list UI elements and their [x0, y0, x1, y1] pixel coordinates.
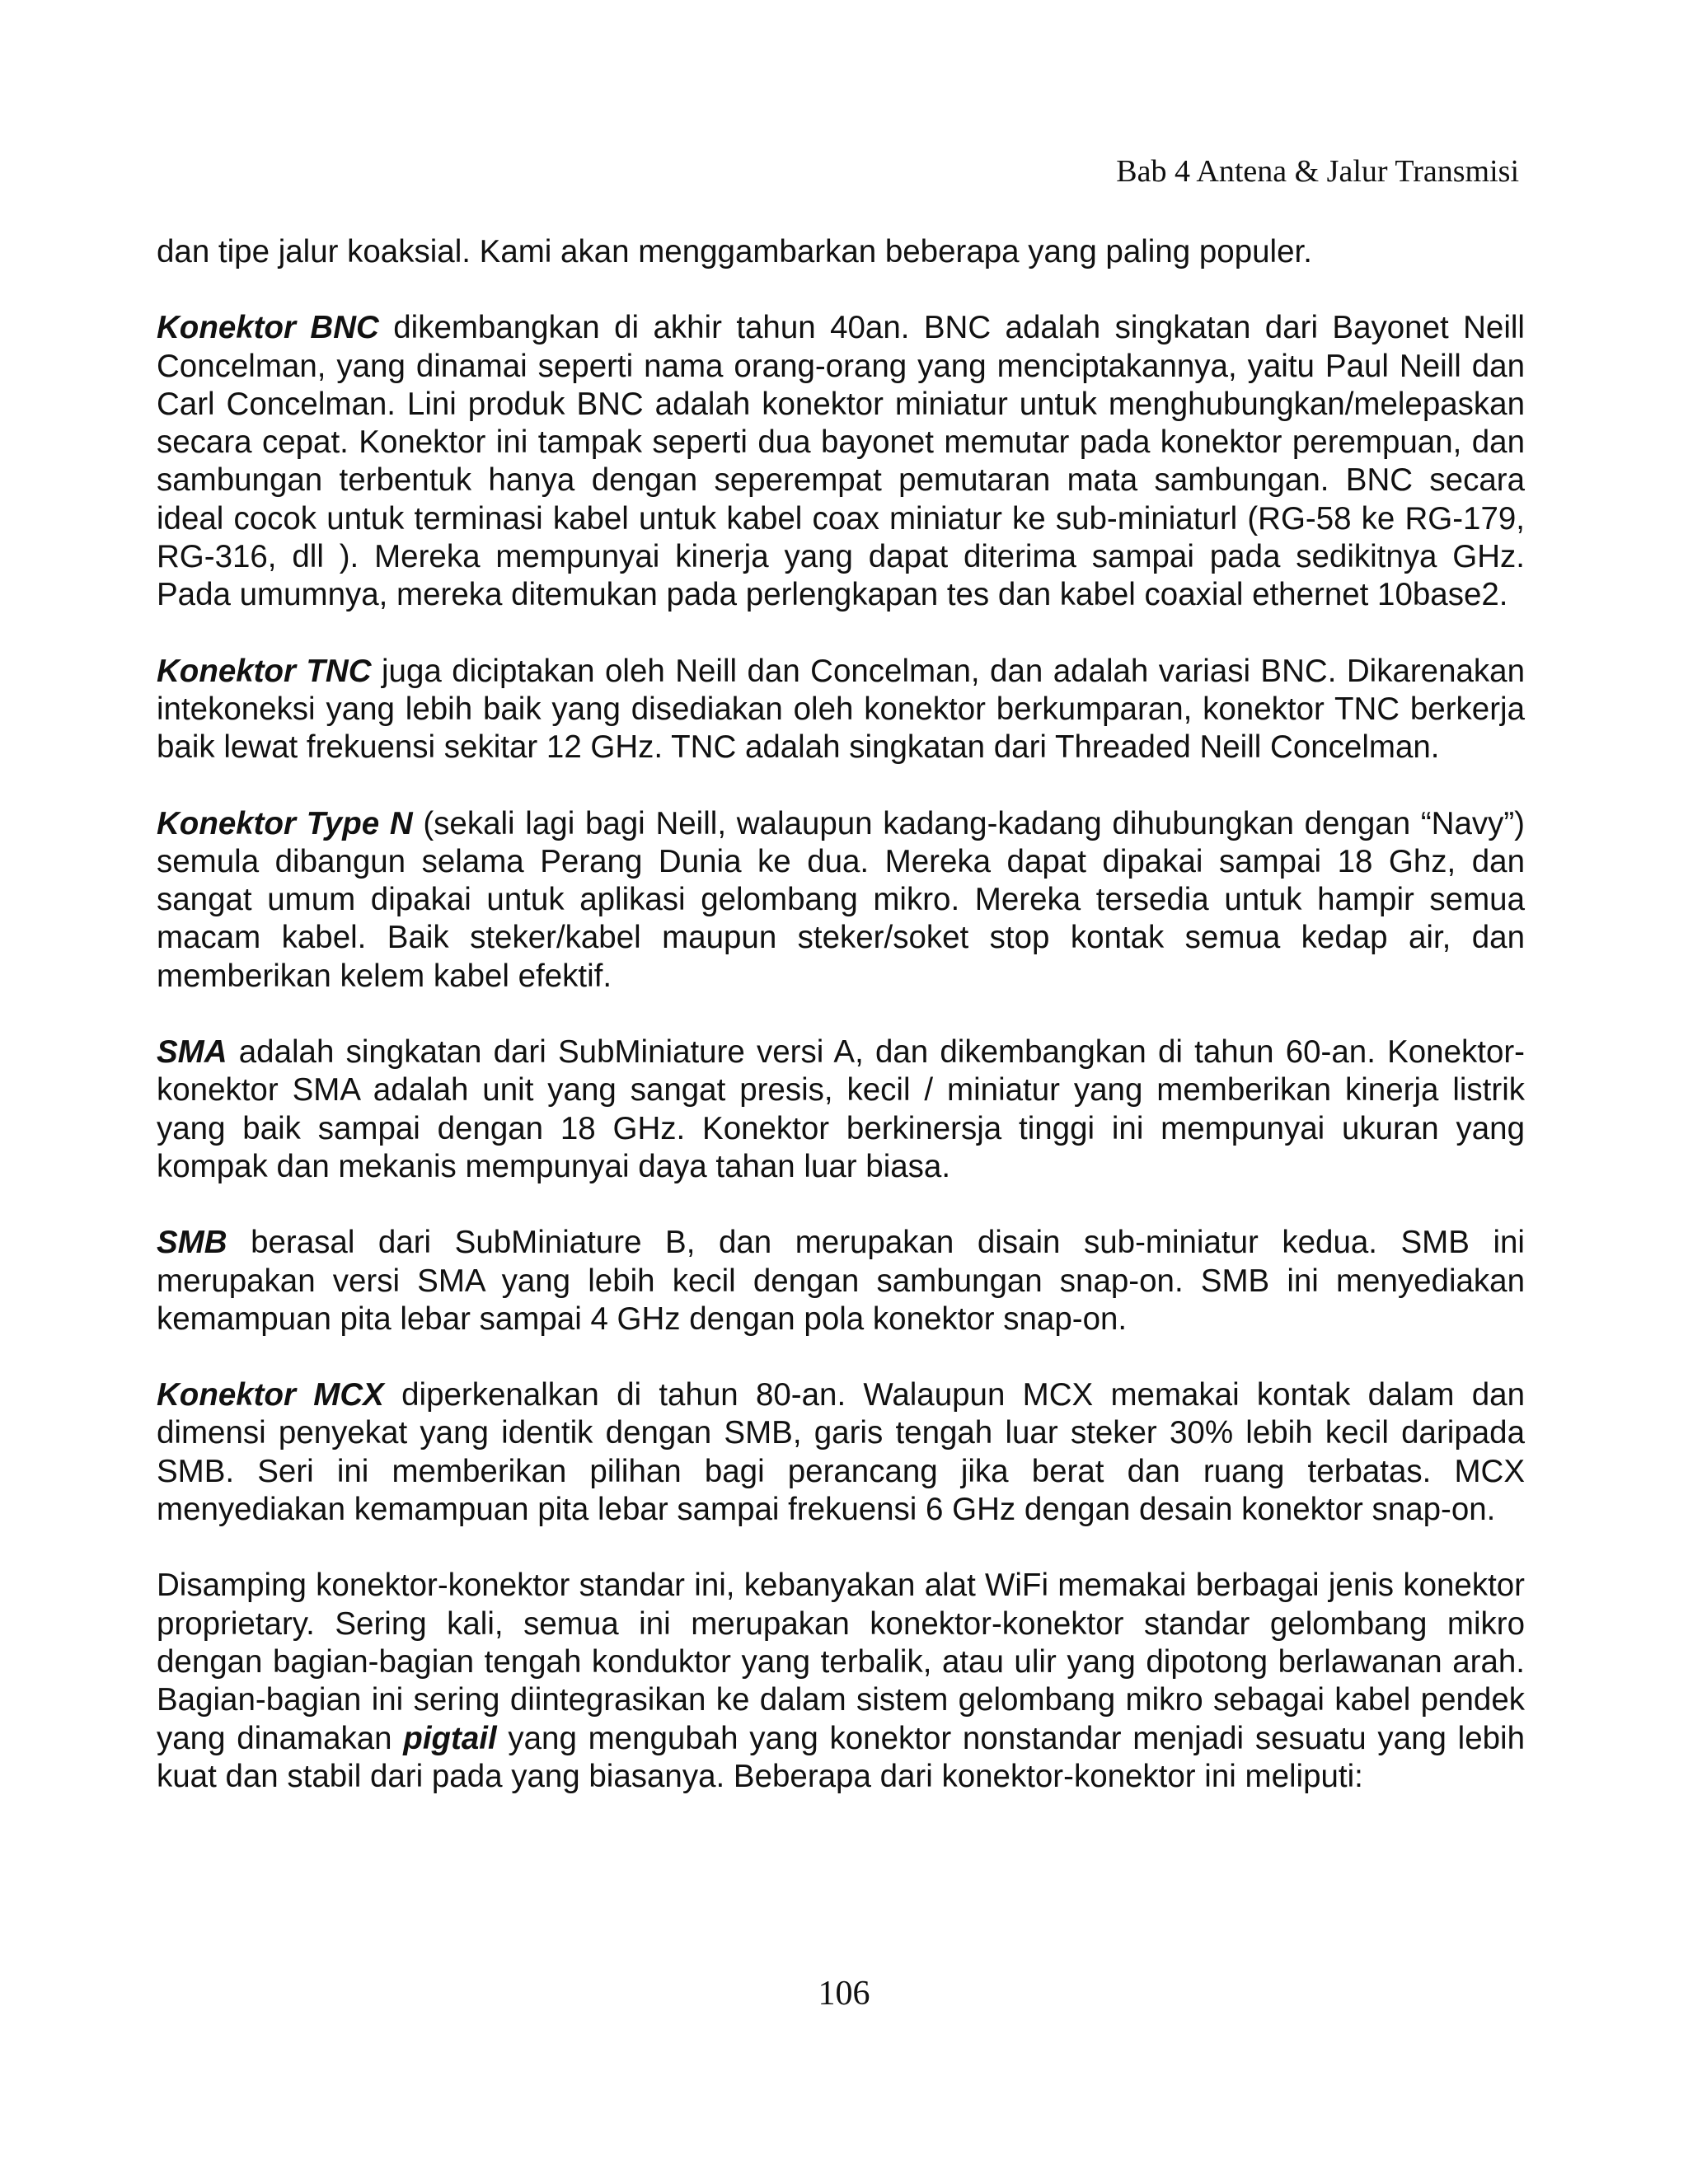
tnc-paragraph	[157, 653, 1525, 767]
term-type-n: Konektor Type N	[157, 805, 413, 841]
paragraph-text: dikembangkan di akhir tahun 40an. BNC adalah singkatan dari Bayonet Neill Concelman, yang dinamai seperti nama orang-orang yang menciptakannya, yaitu Paul Neill dan Carl Concelman. Lini produk BNC adalah konektor miniatur untuk menghubungkan/melepaskan secara cepat. Konektor ini tampak seperti dua bayonet memutar pada konektor perempuan, dan sambungan terbentuk hanya dengan seperempat pemutaran mata sambungan. BNC secara ideal cocok untuk terminasi kabel untuk kabel coax miniatur ke sub-miniaturl (RG-58 ke RG-179, RG-316, dll ). Mereka mempunyai kinerja yang dapat diterima sampai pada sedikitnya GHz. Pada umumnya, mereka ditemukan pada perlengkapan tes dan kabel coaxial ethernet 10base2.	[157, 310, 1525, 613]
running-header: Bab 4 Antena & Jalur Transmisi	[1116, 154, 1519, 189]
bnc-paragraph	[157, 309, 1525, 614]
paragraph-text: juga diciptakan oleh Neill dan Concelman, dan adalah variasi BNC. Dikarenakan intekoneksi yang lebih baik yang disediakan oleh konektor berkumparan, konektor TNC berkerja baik lewat frekuensi sekitar 12 GHz. TNC adalah singkatan dari Threaded Neill Concelman.	[157, 653, 1525, 766]
paragraph-text: diperkenalkan di tahun 80-an. Walaupun MCX memakai kontak dalam dan dimensi penyekat yang identik dengan SMB, garis tengah luar steker 30% lebih kecil daripada SMB. Seri ini memberikan pilihan bagi perancang jika berat dan ruang terbatas. MCX menyediakan kemampuan pita lebar sampai frekuensi 6 GHz dengan desain konektor snap-on.	[157, 1377, 1526, 1528]
paragraph-text: yang mengubah yang konektor nonstandar menjadi sesuatu yang lebih kuat dan stabil dari pada yang biasanya. Beberapa dari konektor-konektor ini meliputi:	[157, 1720, 1525, 1794]
paragraph-text: (sekali lagi bagi Neill, walaupun kadang-kadang dihubungkan dengan “Navy”) semula dibangun selama Perang Dunia ke dua. Mereka dapat dipakai sampai 18 Ghz, dan sangat umum dipakai untuk aplikasi gelombang mikro. Mereka tersedia untuk hampir semua macam kabel. Baik steker/kabel maupun steker/soket stop kontak semua kedap air, dan memberikan kelem kabel efektif.	[157, 805, 1525, 994]
mcx-paragraph	[157, 1376, 1525, 1529]
term-mcx: Konektor MCX	[157, 1377, 384, 1413]
type-n-paragraph	[157, 805, 1525, 996]
smb-paragraph	[157, 1224, 1525, 1338]
page-number: 106	[818, 1975, 870, 2013]
sma-paragraph	[157, 1033, 1525, 1186]
paragraph-text: adalah singkatan dari SubMiniature versi A, dan dikembangkan di tahun 60-an. Konektor-konektor SMA adalah unit yang sangat presis, kecil / miniatur yang memberikan kinerja listrik yang baik sampai dengan 18 GHz. Konektor berkinersja tinggi ini mempunyai ukuran yang kompak dan mekanis mempunyai daya tahan luar biasa.	[157, 1034, 1525, 1184]
proprietary-paragraph	[157, 1567, 1525, 1796]
paragraph-text: Disamping konektor-konektor standar ini, kebanyakan alat WiFi memakai berbagai jenis konektor proprietary. Sering kali, semua ini merupakan konektor-konektor standar gelombang mikro dengan bagian-bagian tengah konduktor yang terbalik, atau ulir yang dipotong berlawanan arah. Bagian-bagian ini sering diintegrasikan ke dalam sistem gelombang mikro sebagai kabel pendek yang dinamakan	[157, 1568, 1525, 1756]
term-smb: SMB	[157, 1225, 227, 1261]
intro-paragraph	[157, 233, 1525, 271]
paragraph-text: berasal dari SubMiniature B, dan merupakan disain sub-miniatur kedua. SMB ini merupakan versi SMA yang lebih kecil dengan sambungan snap-on. SMB ini menyediakan kemampuan pita lebar sampai 4 GHz dengan pola konektor snap-on.	[157, 1225, 1525, 1337]
paragraph-text: dan tipe jalur koaksial. Kami akan menggambarkan beberapa yang paling populer.	[157, 234, 1312, 269]
page-body	[157, 233, 1525, 1834]
term-pigtail: pigtail	[403, 1720, 497, 1756]
term-sma: SMA	[157, 1034, 227, 1071]
term-bnc: Konektor BNC	[157, 310, 379, 346]
term-tnc: Konektor TNC	[157, 653, 372, 689]
